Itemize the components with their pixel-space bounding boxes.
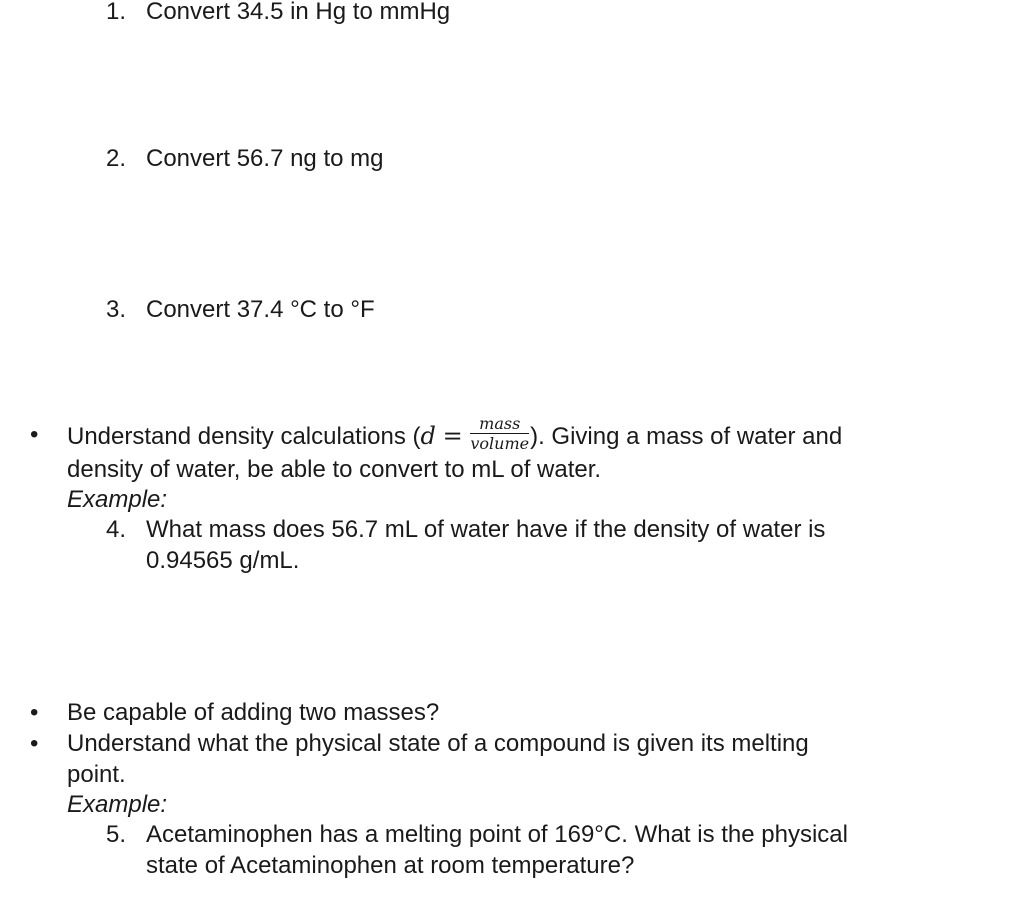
density-formula-fraction (470, 415, 529, 452)
question-number: 5. (106, 821, 127, 848)
question-number: 3. (106, 296, 127, 323)
formula-denominator: volume (470, 434, 530, 453)
bullet-marker: • (30, 730, 39, 757)
formula-eq: = (442, 421, 463, 450)
density-intro-before: Understand density calculations ( (67, 422, 421, 450)
density-intro-line2: density of water, be able to convert to mL of water. (67, 456, 602, 483)
question-number: 1. (106, 0, 127, 25)
question-text-line2: state of Acetaminophen at room temperature? (146, 852, 635, 879)
question-number: 2. (106, 145, 127, 172)
bullet-text-line1: Understand what the physical state of a compound is given its melting (67, 730, 809, 757)
question-number: 4. (106, 516, 127, 543)
bullet-text: Be capable of adding two masses? (67, 699, 440, 726)
question-text-line1: Acetaminophen has a melting point of 169°C. What is the physical (146, 821, 848, 848)
formula-var: d (420, 421, 436, 450)
example-label: Example: (67, 791, 168, 818)
bullet-text-line2: point. (67, 761, 126, 788)
question-text: Convert 37.4 °C to °F (146, 296, 375, 323)
question-text: Convert 56.7 ng to mg (146, 145, 384, 172)
bullet-marker: • (30, 421, 39, 448)
example-label: Example: (67, 486, 168, 513)
bullet-marker: • (30, 699, 39, 726)
question-text-line2: 0.94565 g/mL. (146, 547, 300, 574)
formula-numerator: mass (470, 415, 529, 434)
question-text-line1: What mass does 56.7 mL of water have if the density of water is (146, 516, 826, 543)
density-intro-after: ). Giving a mass of water and (530, 422, 843, 450)
question-text: Convert 34.5 in Hg to mmHg (146, 0, 451, 25)
density-intro-line1 (67, 414, 843, 456)
